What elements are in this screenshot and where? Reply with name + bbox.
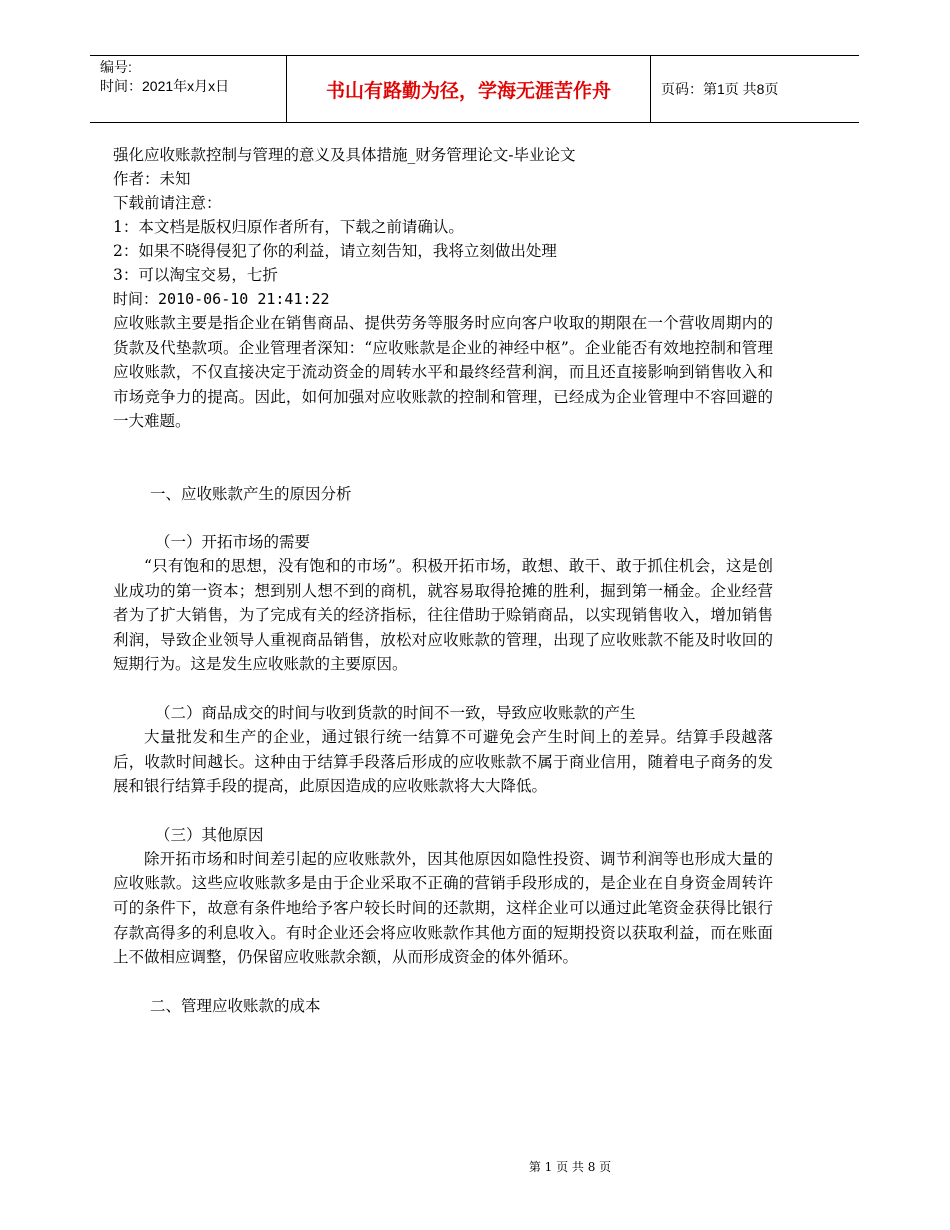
document-body bbox=[113, 143, 773, 1018]
notice-item-1: 1：本文档是版权归原作者所有，下载之前请确认。 bbox=[113, 218, 464, 236]
spacer bbox=[113, 434, 773, 482]
section-1-heading: 一、应收账款产生的原因分析 bbox=[150, 484, 352, 503]
section-2-heading: 二、管理应收账款的成本 bbox=[150, 996, 321, 1015]
subsection-2-paragraph: 大量批发和生产的企业，通过银行统一结算不可避免会产生时间上的差异。结算手段越落后，收款时间越长。这种由于结算手段落后形成的应收账款不属于商业信用，随着电子商务的发展和银行结算手段的提高，此原因造成的应收账款将大大降低。 bbox=[113, 727, 773, 796]
intro-paragraph: 应收账款主要是指企业在销售商品、提供劳务等服务时应向客户收取的期限在一个营收周期内的货款及代垫款项。企业管理者深知：“应收账款是企业的神经中枢”。企业能否有效地控制和管理应收账款，不仅直接决定于流动资金的周转水平和最终经营利润，而且还直接影响到销售收入和市场竞争力的提高。因此，如何加强对应收账款的控制和管理，已经成为企业管理中不容回避的一大难题。 bbox=[113, 314, 773, 431]
page-footer: 第 1 页 共 8 页 bbox=[528, 1160, 612, 1174]
spacer bbox=[113, 799, 773, 823]
page-info: 页码：第1页 共8页 bbox=[661, 81, 779, 97]
header-table bbox=[90, 55, 859, 123]
author: 作者：未知 bbox=[113, 170, 191, 188]
spacer bbox=[113, 970, 773, 994]
time-label: 时间：2021年x月x日 bbox=[100, 78, 230, 94]
subsection-3-heading: （三）其他原因 bbox=[155, 825, 264, 844]
spacer bbox=[113, 677, 773, 701]
header-left-cell bbox=[90, 56, 286, 122]
subsection-2-heading: （二）商品成交的时间与收到货款的时间不一致，导致应收账款的产生 bbox=[155, 703, 636, 722]
notice-item-2: 2：如果不晓得侵犯了你的利益，请立刻告知，我将立刻做出处理 bbox=[113, 242, 557, 260]
spacer bbox=[113, 506, 773, 530]
number-label: 编号: bbox=[100, 59, 132, 75]
subsection-1-heading: （一）开拓市场的需要 bbox=[155, 532, 311, 551]
notice-item-3: 3：可以淘宝交易，七折 bbox=[113, 266, 278, 284]
document-title: 强化应收账款控制与管理的意义及具体措施_财务管理论文-毕业论文 bbox=[113, 146, 576, 164]
notice-title: 下载前请注意： bbox=[113, 194, 222, 212]
subsection-1-paragraph: “只有饱和的思想，没有饱和的市场”。积极开拓市场，敢想、敢干、敢于抓住机会，这是创业成功的第一资本；想到别人想不到的商机，就容易取得抢摊的胜利，掘到第一桶金。企业经营者为了扩大销售，为了完成有关的经济指标，往往借助于赊销商品，以实现销售收入，增加销售利润，导致企业领导人重视商品销售，放松对应收账款的管理，出现了应收账款不能及时收回的短期行为。这是发生应收账款的主要原因。 bbox=[113, 556, 773, 674]
motto: 书山有路勤为径，学海无涯苦作舟 bbox=[286, 56, 651, 122]
publish-time: 时间：2010-06-10 21:41:22 bbox=[113, 290, 330, 308]
subsection-3-paragraph: 除开拓市场和时间差引起的应收账款外，因其他原因如隐性投资、调节利润等也形成大量的应收账款。这些应收账款多是由于企业采取不正确的营销手段形成的，是企业在自身资金周转许可的条件下，故意有条件地给予客户较长时间的还款期，这样企业可以通过此笔资金获得比银行存款高得多的利息收入。有时企业还会将应收账款作其他方面的短期投资以获取利益，而在账面上不做相应调整，仍保留应收账款余额，从而形成资金的体外循环。 bbox=[113, 849, 773, 967]
